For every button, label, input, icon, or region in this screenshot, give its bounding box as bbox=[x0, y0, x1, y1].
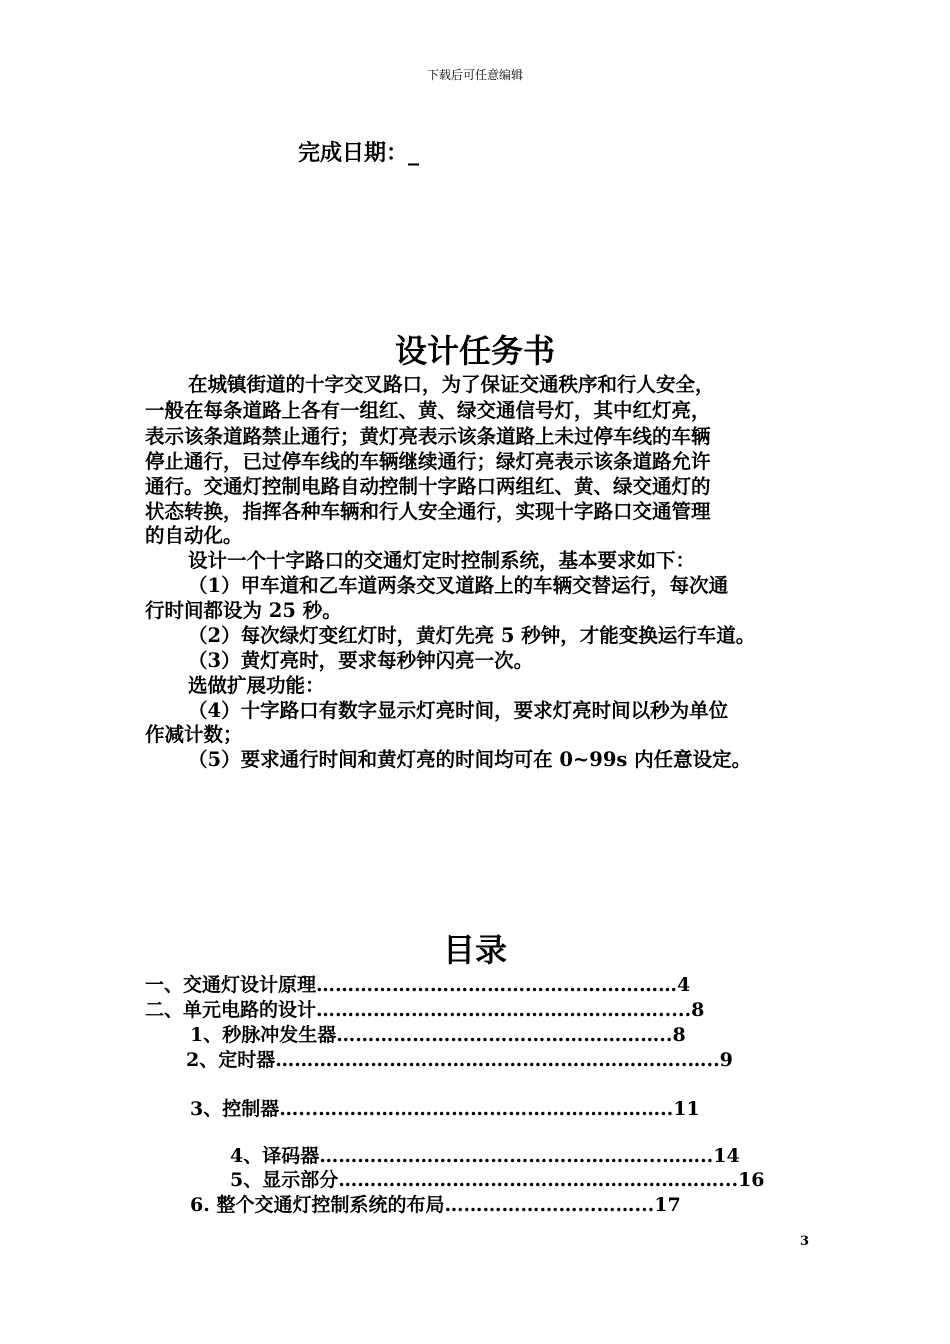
task-line: 选做扩展功能： bbox=[188, 674, 325, 697]
task-line: （4）十字路口有数字显示灯亮时间，要求灯亮时间以秒为单位 bbox=[188, 699, 729, 722]
task-line: 在城镇街道的十字交叉路口，为了保证交通秩序和行人安全， bbox=[188, 373, 715, 396]
task-line: 通行。交通灯控制电路自动控制十字路口两组红、黄、绿交通灯的 bbox=[145, 475, 711, 498]
toc-item: 2、定时器………………………………………………………..…..9 bbox=[186, 1049, 733, 1071]
task-line: 表示该条道路禁止通行；黄灯亮表示该条道路上未过停车线的车辆 bbox=[145, 425, 711, 448]
task-line: （3）黄灯亮时，要求每秒钟闪亮一次。 bbox=[188, 649, 534, 672]
toc-item: 6. 整个交通灯控制系统的布局…………………………...17 bbox=[190, 1194, 681, 1216]
toc-item: 4、译码器……………………………………………...……..14 bbox=[230, 1145, 740, 1167]
task-line: （2）每次绿灯变红灯时，黄灯先亮 5 秒钟，才能变换运行车道。 bbox=[188, 624, 756, 647]
task-line: 作减计数； bbox=[145, 723, 243, 746]
toc-item: 二、单元电路的设计……………………………………………….....8 bbox=[145, 999, 705, 1021]
completion-date-label: 完成日期： bbox=[298, 141, 409, 166]
toc-title: 目录 bbox=[442, 931, 507, 969]
toc-item: 一、交通灯设计原理…………………………………………………4 bbox=[145, 974, 691, 996]
task-book-title: 设计任务书 bbox=[394, 332, 555, 370]
task-line: 状态转换，指挥各种车辆和行人安全通行，实现十字路口交通管理 bbox=[145, 500, 711, 523]
task-line: 一般在每条道路上各有一组红、黄、绿交通信号灯，其中红灯亮， bbox=[145, 399, 711, 422]
task-line: 的自动化。 bbox=[145, 524, 243, 547]
completion-date-value: _ bbox=[408, 141, 420, 166]
task-line: 行时间都设为 25 秒。 bbox=[145, 599, 342, 622]
toc-item: 3、控制器…...………………………………………………..11 bbox=[190, 1098, 700, 1120]
task-line: 设计一个十字路口的交通灯定时控制系统，基本要求如下： bbox=[188, 549, 696, 572]
task-line: （5）要求通行时间和黄灯亮的时间均可在 0~99s 内任意设定。 bbox=[188, 748, 752, 771]
page-header: 下载后可任意编辑 bbox=[426, 68, 523, 82]
task-line: 停止通行，已过停车线的车辆继续通行；绿灯亮表示该条道路允许 bbox=[145, 450, 711, 473]
completion-date bbox=[298, 136, 419, 167]
toc-item: 1、秒脉冲发生器……………………………………………..8 bbox=[190, 1024, 686, 1046]
task-line: （1）甲车道和乙车道两条交叉道路上的车辆交替运行，每次通 bbox=[188, 574, 729, 597]
page-number: 3 bbox=[800, 1234, 810, 1249]
toc-item: 5、显示部分……………………………………………………...16 bbox=[230, 1169, 765, 1191]
